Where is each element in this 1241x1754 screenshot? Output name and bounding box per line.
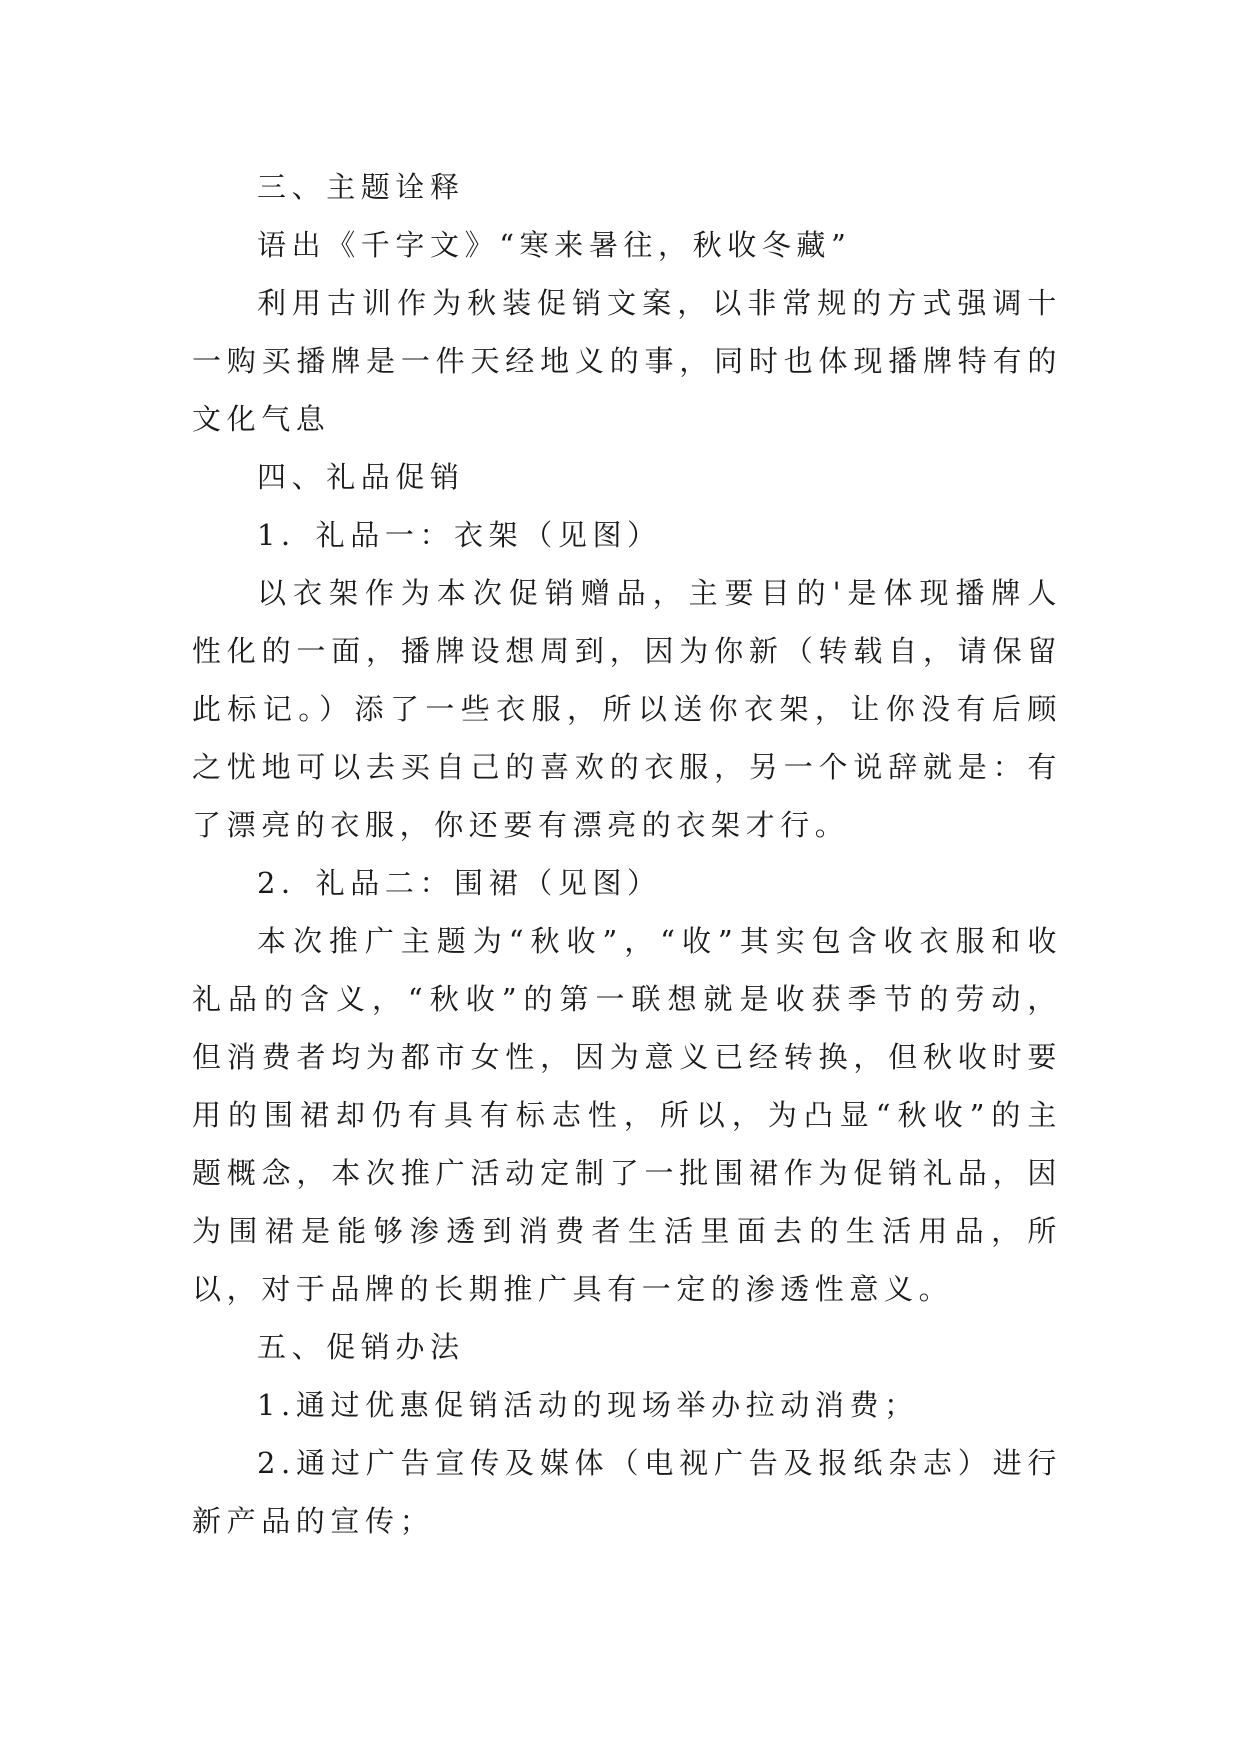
document-body bbox=[192, 158, 1062, 1550]
method-one: 1.通过优惠促销活动的现场举办拉动消费； bbox=[257, 1388, 919, 1422]
paragraph-gift-one: 以衣架作为本次促销赠品，主要目的'是体现播牌人性化的一面，播牌设想周到，因为你新（转载自，请保留此标记。）添了一些衣服，所以送你衣架，让你没有后顾之忧地可以去买自己的喜欢的衣服，另一个说辞就是：有了漂亮的衣服，你还要有漂亮的衣架才行。 bbox=[192, 576, 1062, 842]
gift-one-heading: 1．礼品一：衣架（见图） bbox=[257, 518, 662, 552]
paragraph-theme-explanation: 利用古训作为秋装促销文案，以非常规的方式强调十一购买播牌是一件天经地义的事，同时也体现播牌特有的文化气息 bbox=[192, 286, 1062, 436]
paragraph-gift-two: 本次推广主题为“秋收”，“收”其实包含收衣服和收礼品的含义，“秋收”的第一联想就是收获季节的劳动，但消费者均为都市女性，因为意义已经转换，但秋收时要用的围裙却仍有具有标志性，所以，为凸显“秋收”的主题概念，本次推广活动定制了一批围裙作为促销礼品，因为围裙是能够渗透到消费者生活里面去的生活用品，所以，对于品牌的长期推广具有一定的渗透性意义。 bbox=[192, 924, 1062, 1306]
method-two: 2.通过广告宣传及媒体（电视广告及报纸杂志）进行新产品的宣传； bbox=[192, 1446, 1062, 1538]
section-heading-theme: 三、主题诠释 bbox=[257, 170, 465, 204]
section-heading-methods: 五、促销办法 bbox=[257, 1330, 465, 1364]
gift-two-heading: 2．礼品二：围裙（见图） bbox=[257, 866, 662, 900]
section-heading-gifts: 四、礼品促销 bbox=[257, 460, 465, 494]
paragraph-quote-source: 语出《千字文》“寒来暑往，秋收冬藏” bbox=[257, 228, 852, 262]
